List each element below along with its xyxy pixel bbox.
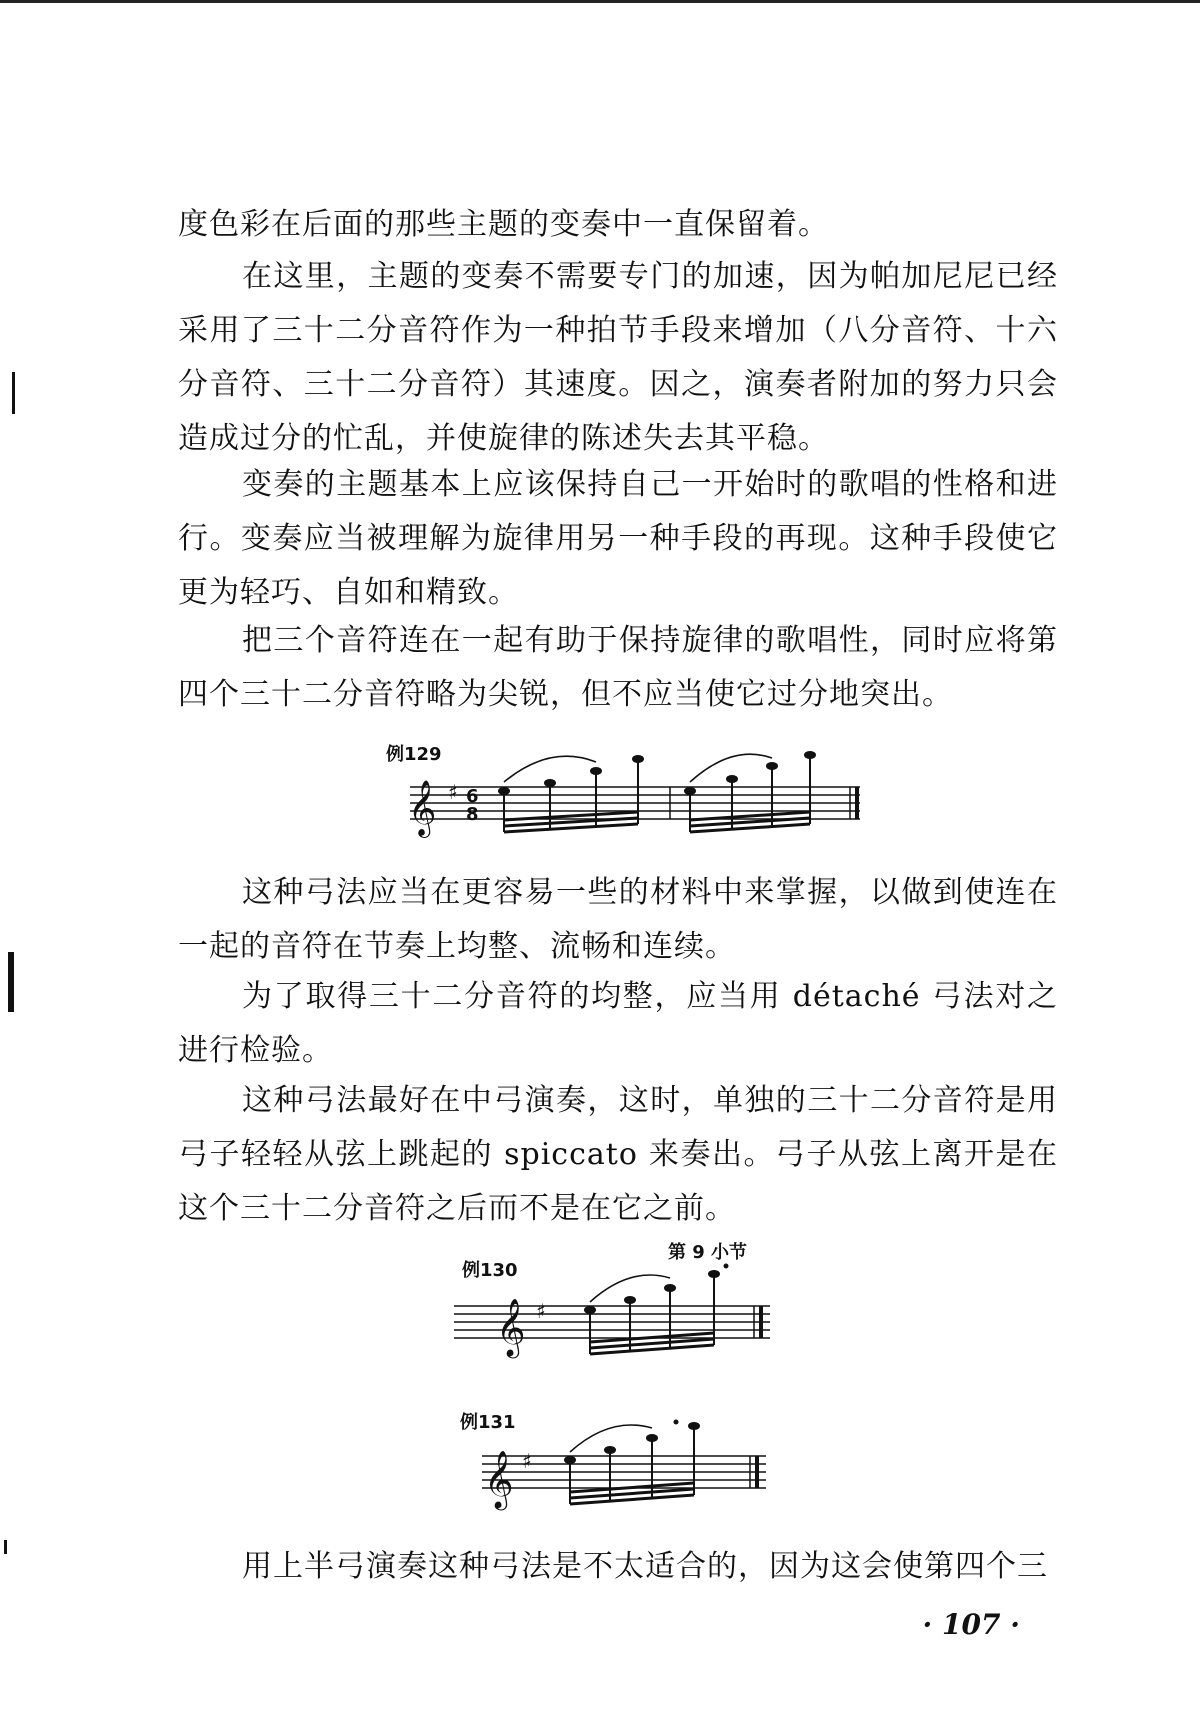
paragraph: 变奏的主题基本上应该保持自己一开始时的歌唱的性格和进行。变奏应当被理解为旋律用另一种手段的再现。这种手段使它更为轻巧、自如和精致。 — [178, 467, 1058, 610]
paragraph: 度色彩在后面的那些主题的变奏中一直保留着。 — [178, 207, 829, 242]
paragraph: 为了取得三十二分音符的均整，应当用 détaché 弓法对之进行检验。 — [178, 979, 1058, 1068]
margin-mark — [12, 372, 15, 414]
time-signature-bottom: 8 — [466, 804, 479, 825]
treble-clef-icon: 𝄞 — [496, 1298, 526, 1356]
paragraph: 在这里，主题的变奏不需要专门的加速，因为帕加尼尼已经采用了三十二分音符作为一种拍节手段来增加（八分音符、十六分音符、三十二分音符）其速度。因之，演奏者附加的努力只会造成过分的忙乱，并使旋律的陈述失去其平稳。 — [178, 259, 1058, 456]
paragraph: 把三个音符连在一起有助于保持旋律的歌唱性，同时应将第四个三十二分音符略为尖锐，但不应当使它过分地突出。 — [178, 623, 1058, 712]
treble-clef-icon: 𝄞 — [408, 780, 437, 836]
page-number: · 107 · — [922, 1608, 1020, 1641]
example-label: 例131 — [460, 1412, 516, 1433]
example-label: 例130 — [462, 1260, 518, 1281]
margin-mark — [4, 1540, 7, 1554]
measure-annotation: 第 9 小节 — [668, 1242, 748, 1263]
staff-notation — [380, 742, 880, 842]
paragraph: 用上半弓演奏这种弓法是不太适合的，因为这会使第四个三 — [242, 1549, 1048, 1584]
paragraph: 这种弓法最好在中弓演奏，这时，单独的三十二分音符是用弓子轻轻从弦上跳起的 spiccato 来奏出。弓子从弦上离开是在这个三十二分音符之后而不是在它之前。 — [178, 1083, 1058, 1226]
staff-notation — [460, 1400, 780, 1520]
sharp-icon: ♯ — [448, 780, 458, 804]
example-label: 例129 — [386, 744, 442, 765]
page-top-border — [0, 0, 1200, 3]
paragraph: 这种弓法应当在更容易一些的材料中来掌握，以做到使连在一起的音符在节奏上均整、流畅和连续。 — [178, 875, 1058, 964]
sharp-icon: ♯ — [536, 1299, 546, 1323]
music-example-131 — [460, 1400, 780, 1520]
staff-notation — [450, 1240, 790, 1360]
sharp-icon: ♯ — [522, 1449, 532, 1473]
music-example-130 — [450, 1240, 790, 1360]
margin-mark — [8, 952, 14, 1012]
treble-clef-icon: 𝄞 — [484, 1450, 514, 1508]
time-signature-top: 6 — [466, 786, 479, 807]
music-example-129 — [380, 742, 880, 842]
